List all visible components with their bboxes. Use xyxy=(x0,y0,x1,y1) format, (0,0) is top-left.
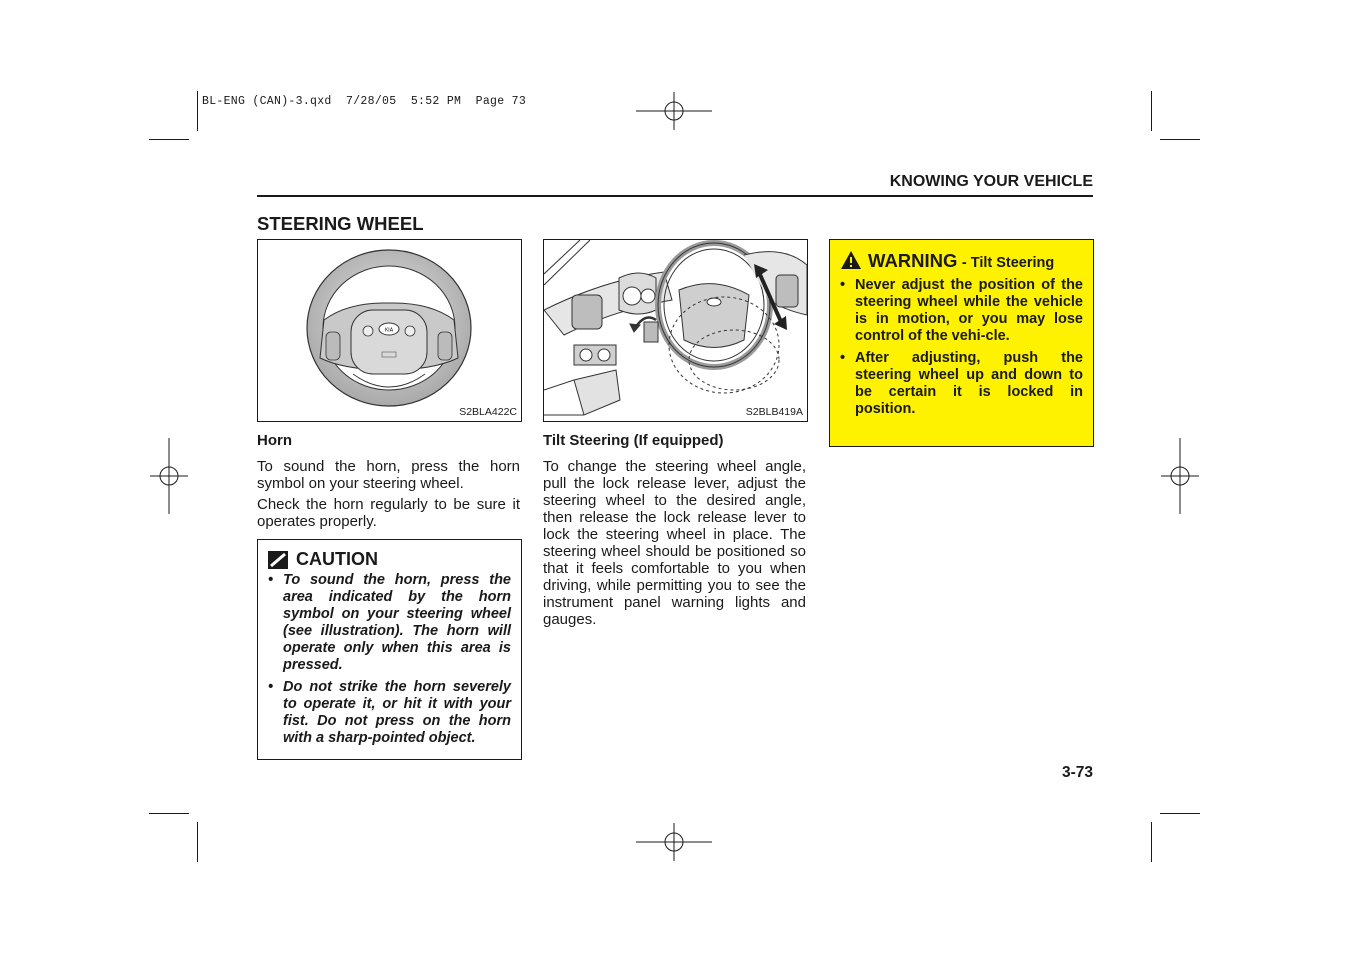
steering-wheel-illustration xyxy=(258,240,521,421)
header-rule xyxy=(257,195,1093,197)
page-number: 3-73 xyxy=(1061,764,1093,781)
caution-item: • Do not strike the horn severely to operate it, or hit it with your fist. Do not press on the horn with a sharp-pointed object. xyxy=(267,679,511,747)
print-slug-line: BL-ENG (CAN)-3.qxd 7/28/05 5:52 PM Page 73 xyxy=(202,95,527,108)
svg-text:KIA: KIA xyxy=(384,327,394,334)
warning-label: WARNING xyxy=(868,250,958,271)
caution-title: CAUTION xyxy=(296,549,378,569)
caution-list xyxy=(267,572,511,752)
tilt-steering-paragraph: To change the steering wheel angle, pull the lock release lever, adjust the steering wheel to the desired angle, then release the lock release lever to lock the steering wheel in place. The steering wheel should be positioned so that it feels comfortable to you when driving, while permitting you to see the instrument panel warning lights and gauges. xyxy=(543,458,806,628)
tilt-steering-heading: Tilt Steering (If equipped) xyxy=(543,432,724,449)
horn-paragraph-2: Check the horn regularly to be sure it operates properly. xyxy=(257,496,520,530)
warning-item: • After adjusting, push the steering wheel up and down to be certain it is locked in position. xyxy=(839,350,1083,418)
pencil-icon xyxy=(268,551,288,569)
warning-item: • Never adjust the position of the steering wheel while the vehicle is in motion, or you may lose control of the vehi-cle. xyxy=(839,277,1083,345)
tilt-steering-figure xyxy=(543,239,808,422)
horn-paragraph-1: To sound the horn, press the horn symbol on your steering wheel. xyxy=(257,458,520,492)
steering-wheel-figure xyxy=(257,239,522,422)
warning-subtitle: - Tilt Steering xyxy=(961,255,1055,271)
caution-box xyxy=(257,539,522,760)
figure-code: S2BLA422C xyxy=(459,406,517,418)
caution-item: • To sound the horn, press the area indicated by the horn symbol on your steering wheel (see illustration). The horn will operate only when this area is pressed. xyxy=(267,572,511,674)
warning-triangle-icon xyxy=(841,251,861,269)
tilt-steering-illustration xyxy=(544,240,807,421)
warning-box xyxy=(829,239,1094,447)
section-title: STEERING WHEEL xyxy=(257,213,424,234)
horn-heading: Horn xyxy=(257,432,292,449)
warning-list xyxy=(839,277,1083,423)
warning-title xyxy=(868,250,1054,272)
figure-code: S2BLB419A xyxy=(745,406,803,418)
running-head: KNOWING YOUR VEHICLE xyxy=(889,173,1093,190)
